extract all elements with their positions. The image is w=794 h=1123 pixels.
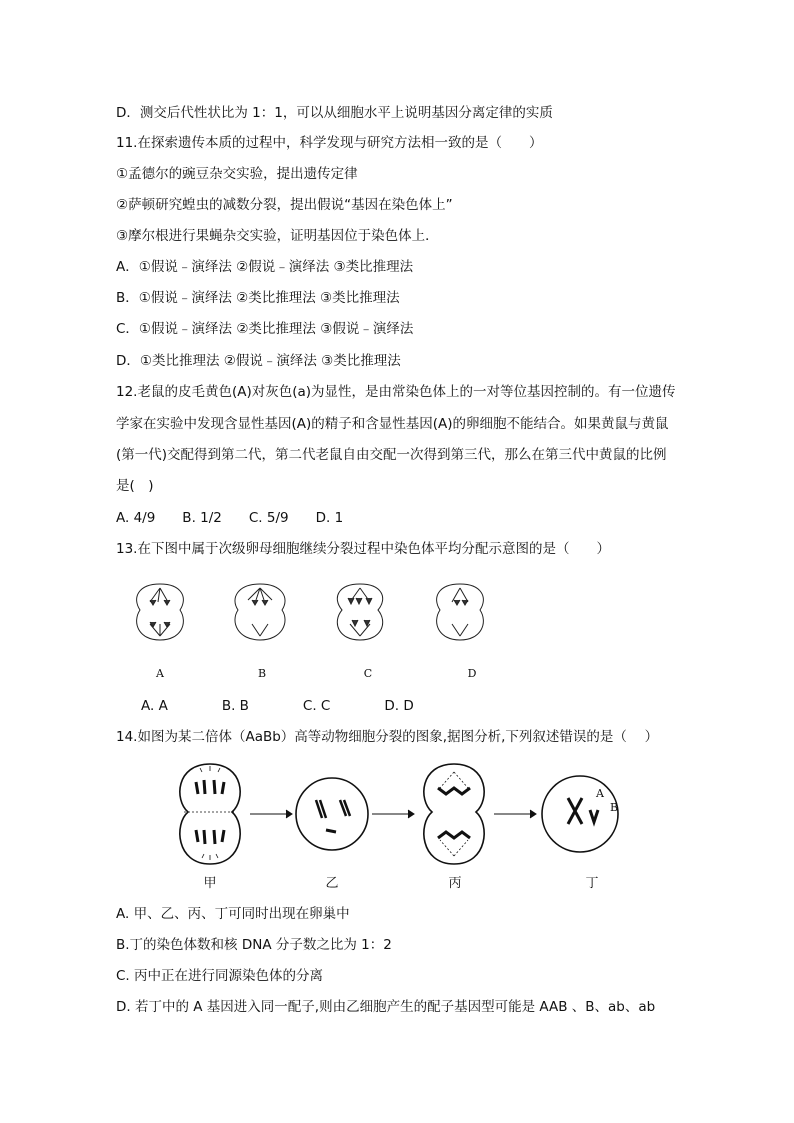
fig13-label-b: B bbox=[257, 667, 267, 680]
q14-option-d: D. 若丁中的 A 基因进入同一配子,则由乙细胞产生的配子基因型可能是 AAB 、B、ab、ab bbox=[116, 999, 656, 1015]
q11-option-b: B．①假说﹣演绎法 ②类比推理法 ③类比推理法 bbox=[116, 290, 400, 306]
q14-option-a: A. 甲、乙、丙、丁可同时出现在卵巢中 bbox=[116, 906, 350, 922]
question-11: 11.在探索遗传本质的过程中，科学发现与研究方法相一致的是（ ） bbox=[116, 135, 543, 151]
cell-d bbox=[437, 584, 484, 640]
fig14-label-ding: 丁 bbox=[585, 876, 599, 891]
fig13-label-d: D bbox=[467, 667, 477, 680]
question-12-line-2: 学家在实验中发现含显性基因(A)的精子和含显性基因(A)的卵细胞不能结合。如果黄鼠与黄鼠 bbox=[116, 416, 669, 432]
fig14-label-bing: 丙 bbox=[448, 876, 462, 891]
fig14-label-yi: 乙 bbox=[325, 876, 339, 891]
fig14-label-jia: 甲 bbox=[203, 876, 217, 891]
cell-jia bbox=[180, 764, 240, 864]
cell-a bbox=[137, 584, 184, 640]
q12-options: A. 4/9 B. 1/2 C. 5/9 D. 1 bbox=[116, 510, 344, 526]
cell-ding bbox=[542, 776, 618, 852]
ding-gene-a: A bbox=[596, 787, 604, 800]
question-12-line-3: (第一代)交配得到第二代，第二代老鼠自由交配一次得到第三代，那么在第三代中黄鼠的比例 bbox=[116, 447, 667, 463]
q14-option-b: B.丁的染色体数和核 DNA 分子数之比为 1：2 bbox=[116, 937, 392, 953]
cell-b bbox=[235, 584, 285, 640]
question-12-line-4: 是( ) bbox=[116, 478, 154, 494]
question-14: 14.如图为某二倍体（AaBb）高等动物细胞分裂的图象,据图分析,下列叙述错误的是（ ） bbox=[116, 729, 659, 745]
q11-statement-2: ②萨顿研究蝗虫的减数分裂，提出假说“基因在染色体上” bbox=[116, 197, 453, 213]
cell-c bbox=[337, 584, 382, 640]
ding-gene-b: B bbox=[610, 801, 619, 814]
cell-bing bbox=[424, 764, 484, 864]
q11-option-a: A．①假说﹣演绎法 ②假说﹣演绎法 ③类比推理法 bbox=[116, 259, 414, 275]
q11-option-d: D．①类比推理法 ②假说﹣演绎法 ③类比推理法 bbox=[116, 353, 401, 369]
figure-13-cells bbox=[125, 580, 505, 650]
question-12-line-1: 12.老鼠的皮毛黄色(A)对灰色(a)为显性，是由常染色体上的一对等位基因控制的。有一位遗传 bbox=[116, 384, 676, 400]
q14-option-c: C. 丙中正在进行同源染色体的分离 bbox=[116, 968, 324, 984]
q11-option-c: C．①假说﹣演绎法 ②类比推理法 ③假说﹣演绎法 bbox=[116, 321, 414, 337]
q11-statement-1: ①孟德尔的豌豆杂交实验，提出遗传定律 bbox=[116, 166, 358, 182]
cell-yi bbox=[296, 778, 368, 850]
question-13: 13.在下图中属于次级卵母细胞继续分裂过程中染色体平均分配示意图的是（ ） bbox=[116, 541, 610, 557]
q13-options: A. A B. B C. C D. D bbox=[141, 698, 414, 714]
fig13-label-a: A bbox=[156, 667, 164, 680]
figure-14-cells bbox=[170, 760, 640, 870]
line-d-prev: D．测交后代性状比为 1：1，可以从细胞水平上说明基因分离定律的实质 bbox=[116, 105, 553, 121]
q11-statement-3: ③摩尔根进行果蝇杂交实验，证明基因位于染色体上． bbox=[116, 228, 439, 244]
fig13-label-c: C bbox=[363, 667, 373, 680]
